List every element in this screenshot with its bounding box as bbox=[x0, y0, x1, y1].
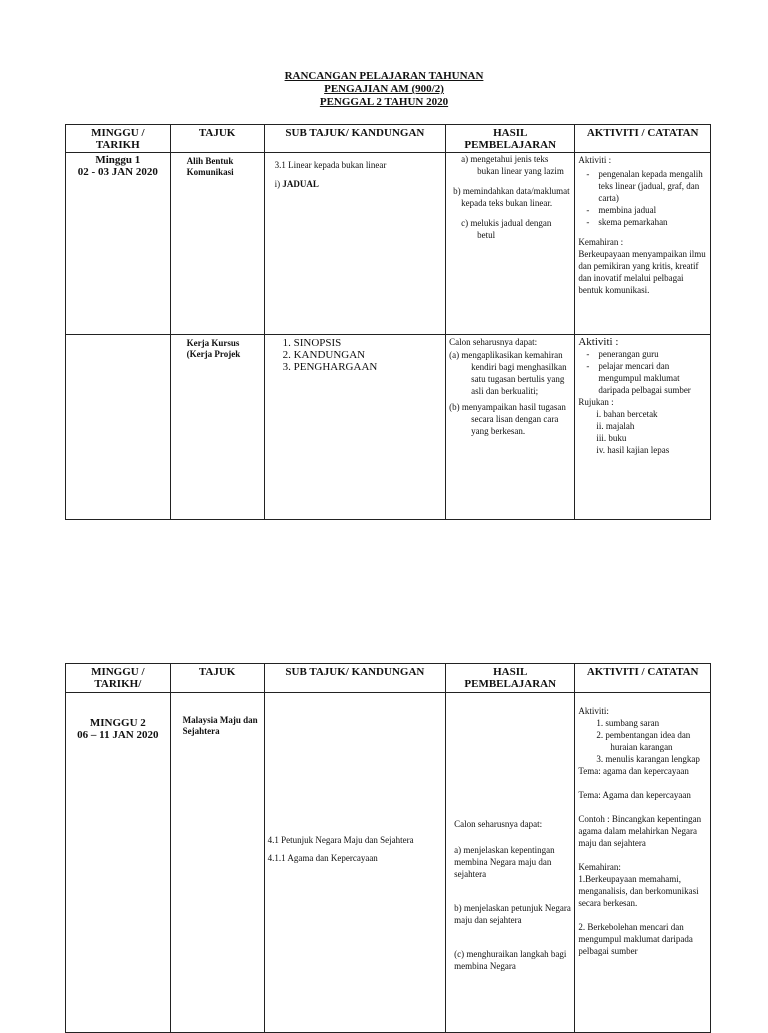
reference-item: i. bahan bercetak bbox=[596, 409, 658, 419]
activity-cell bbox=[575, 335, 711, 520]
outcome-item: (a) mengaplikasikan kemahiran kendiri bagi menghasilkan satu tugasan bertulis yang asli dan berkualiti; bbox=[449, 350, 567, 396]
activity-item: - pelajar mencari dan mengumpul maklumat daripada pelbagai sumber bbox=[578, 360, 707, 396]
header-topic: TAJUK bbox=[170, 125, 264, 153]
outcome-intro: Calon seharusnya dapat: bbox=[454, 819, 543, 829]
table-row bbox=[66, 335, 711, 520]
skill-text: 2. Berkebolehan mencari dan mengumpul maklumat daripada pelbagai sumber bbox=[578, 922, 693, 956]
week-label: Minggu 1 bbox=[95, 154, 141, 166]
header-activity: AKTIVITI / CATATAN bbox=[575, 125, 711, 153]
activity-item: 1. sumbang saran bbox=[596, 718, 660, 728]
activity-item: - penerangan guru bbox=[578, 348, 707, 360]
reference-title: Rujukan : bbox=[578, 397, 614, 407]
outcome-item: b) menjelaskan petunjuk Negara maju dan sejahtera bbox=[454, 903, 571, 925]
header-subtopic: SUB TAJUK/ KANDUNGAN bbox=[264, 664, 446, 693]
reference-item: iv. hasil kajian lepas bbox=[596, 445, 670, 455]
topic-cell: Kerja Kursus (Kerja Projek bbox=[170, 335, 264, 520]
week-cell bbox=[66, 335, 171, 520]
activity-item: - skema pemarkahan bbox=[578, 216, 707, 228]
reference-item: ii. majalah bbox=[596, 421, 635, 431]
activity-title: Aktiviti : bbox=[578, 336, 619, 348]
subtopic-item: 3. PENGHARGAAN bbox=[282, 361, 378, 373]
subtopic-item: 1. SINOPSIS bbox=[282, 337, 342, 349]
subtopic-item: i) JADUAL bbox=[274, 179, 319, 189]
outcome-item: b) memindahkan data/maklumat kepada teks bukan linear. bbox=[453, 186, 570, 208]
skill-text: 1.Berkeupayaan memahami, menganalisis, dan berkomunikasi secara berkesan. bbox=[578, 874, 699, 908]
outcome-item: (b) menyampaikan hasil tugasan secara lisan dengan cara yang berkesan. bbox=[449, 402, 566, 436]
subtopic-item: 3.1 Linear kepada bukan linear bbox=[274, 160, 387, 170]
week-cell bbox=[66, 693, 171, 1033]
skill-title: Kemahiran : bbox=[578, 237, 624, 247]
header-subtopic: SUB TAJUK/ KANDUNGAN bbox=[264, 125, 446, 153]
skill-title: Kemahiran: bbox=[578, 862, 621, 872]
week-cell bbox=[66, 153, 171, 335]
week-date: 02 - 03 JAN 2020 bbox=[77, 166, 158, 178]
theme-text: Tema: Agama dan kepercayaan bbox=[578, 790, 691, 800]
lesson-plan-table-2 bbox=[65, 663, 711, 1033]
skill-text: Berkeupayaan menyampaikan ilmu dan pemikiran yang kritis, kreatif dan inovatif melalui pelbagai bentuk komunikasi. bbox=[578, 249, 706, 295]
outcome-item: c) melukis jadual dengan betul bbox=[461, 218, 552, 240]
outcome-intro: Calon seharusnya dapat: bbox=[449, 337, 538, 347]
activity-cell bbox=[575, 693, 711, 1033]
subtopic-item: 4.1 Petunjuk Negara Maju dan Sejahtera bbox=[267, 835, 414, 845]
week-date: 06 – 11 JAN 2020 bbox=[77, 729, 159, 741]
activity-item: 3. menulis karangan lengkap bbox=[596, 754, 700, 764]
doc-title: RANCANGAN PELAJARAN TAHUNAN bbox=[284, 70, 484, 82]
outcome-cell bbox=[446, 335, 575, 520]
outcome-cell bbox=[446, 153, 575, 335]
activity-cell bbox=[575, 153, 711, 335]
header-outcome: HASIL PEMBELAJARAN bbox=[446, 125, 575, 153]
outcome-item: a) menjelaskan kepentingan membina Negara maju dan sejahtera bbox=[454, 845, 555, 879]
lesson-plan-table-1 bbox=[65, 124, 711, 520]
activity-item: - pengenalan kepada mengalih teks linear (jadual, graf, dan carta) bbox=[578, 168, 707, 204]
table-row bbox=[66, 153, 711, 335]
subtopic-cell bbox=[264, 335, 446, 520]
table-header-row bbox=[66, 664, 711, 693]
subtopic-cell bbox=[264, 153, 446, 335]
header-activity: AKTIVITI / CATATAN bbox=[575, 664, 711, 693]
activity-item: 2. pembentangan idea dan huraian karangan bbox=[596, 730, 691, 752]
outcome-cell bbox=[446, 693, 575, 1033]
activity-title: Aktiviti : bbox=[578, 155, 612, 165]
table-row bbox=[66, 693, 711, 1033]
theme-text: Tema: agama dan kepercayaan bbox=[578, 766, 689, 776]
doc-subject: PENGAJIAN AM (900/2) bbox=[324, 83, 444, 95]
doc-term: PENGGAL 2 TAHUN 2020 bbox=[319, 96, 449, 108]
header-outcome: HASIL PEMBELAJARAN bbox=[446, 664, 575, 693]
subtopic-cell bbox=[264, 693, 446, 1033]
reference-item: iii. buku bbox=[596, 433, 627, 443]
activity-item: - membina jadual bbox=[578, 204, 707, 216]
header-week-date: MINGGU / TARIKH bbox=[66, 125, 171, 153]
activity-title: Aktiviti: bbox=[578, 706, 609, 716]
outcome-item: (c) menghuraikan langkah bagi membina Negara bbox=[454, 949, 567, 971]
header-topic: TAJUK bbox=[170, 664, 264, 693]
subtopic-item: 2. KANDUNGAN bbox=[282, 349, 366, 361]
topic-cell: Malaysia Maju dan Sejahtera bbox=[170, 693, 264, 1033]
week-label: MINGGU 2 bbox=[89, 717, 146, 729]
subtopic-item: 4.1.1 Agama dan Kepercayaan bbox=[267, 853, 378, 863]
topic-cell: Alih Bentuk Komunikasi bbox=[170, 153, 264, 335]
example-text: Contoh : Bincangkan kepentingan agama dalam melahirkan Negara maju dan sejahtera bbox=[578, 814, 702, 848]
outcome-item: a) mengetahui jenis teks bukan linear yang lazim bbox=[461, 154, 564, 176]
table-header-row bbox=[66, 125, 711, 153]
header-week-date: MINGGU / TARIKH/ bbox=[66, 664, 171, 693]
